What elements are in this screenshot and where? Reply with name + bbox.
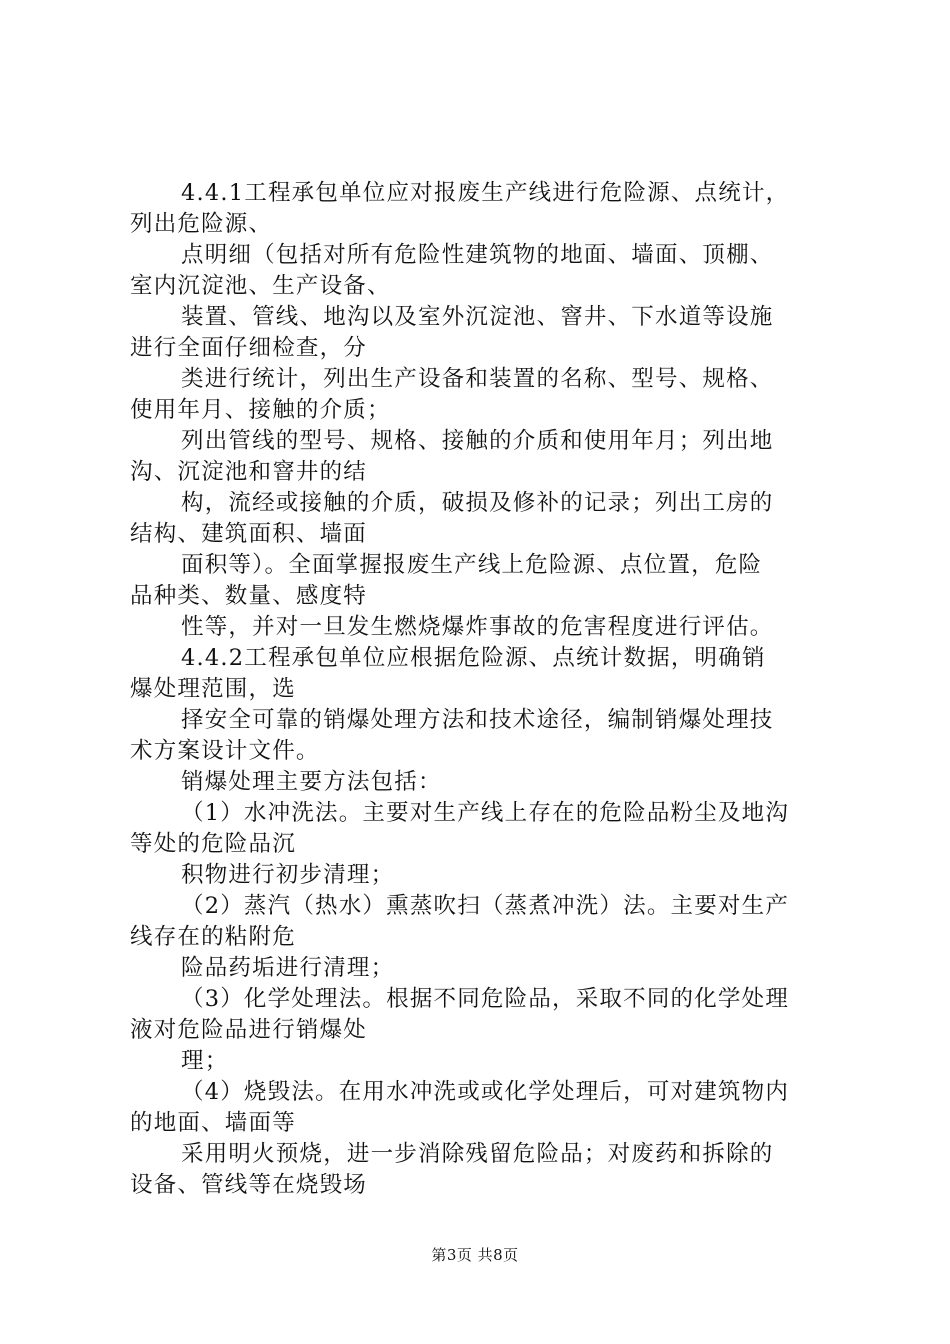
text-line: （1）水冲洗法。主要对生产线上存在的危险品粉尘及地沟 [181,800,790,826]
text-line: 列出管线的型号、规格、接触的介质和使用年月；列出地 [181,428,774,454]
text-line: 性等，并对一旦发生燃烧爆炸事故的危害程度进行评估。 [181,614,774,640]
text-line: 结构、建筑面积、墙面 [130,521,368,547]
text-line: 4.4.2工程承包单位应根据危险源、点统计数据，明确销 [181,645,766,671]
text-line: 线存在的粘附危 [130,924,296,950]
text-line: 室内沉淀池、生产设备、 [130,273,391,299]
document-body [130,178,835,1201]
text-line: 的地面、墙面等 [130,1110,296,1136]
text-line: 等处的危险品沉 [130,831,296,857]
page-footer: 第3页 共8页 [431,1246,519,1264]
text-line: 构，流经或接触的介质，破损及修补的记录；列出工房的 [181,490,774,516]
text-line: 沟、沉淀池和窨井的结 [130,459,368,485]
text-line: （2）蒸汽（热水）熏蒸吹扫（蒸煮冲洗）法。主要对生产 [181,893,790,919]
text-line: 进行全面仔细检查，分 [130,335,368,361]
text-line: 积物进行初步清理； [181,862,395,888]
text-line: 4.4.1工程承包单位应对报废生产线进行危险源、点统计， [181,180,790,206]
text-line: 使用年月、接触的介质； [130,397,391,423]
text-line: 点明细（包括对所有危险性建筑物的地面、墙面、顶棚、 [181,242,774,268]
text-line: 品种类、数量、感度特 [130,583,368,609]
text-line: 采用明火预烧，进一步消除残留危险品；对废药和拆除的 [181,1141,774,1167]
text-line: 爆处理范围，选 [130,676,296,702]
text-line: 列出危险源、 [130,211,273,237]
text-line: 液对危险品进行销爆处 [130,1017,368,1043]
text-line: （3）化学处理法。根据不同危险品，采取不同的化学处理 [181,986,790,1012]
text-line: 设备、管线等在烧毁场 [130,1172,368,1198]
text-line: 类进行统计，列出生产设备和装置的名称、型号、规格、 [181,366,774,392]
text-line: 面积等）。全面掌握报废生产线上危险源、点位置，危险 [181,552,763,578]
text-line: 术方案设计文件。 [130,738,320,764]
text-line: 理； [181,1048,229,1074]
text-line: 险品药垢进行清理； [181,955,395,981]
text-line: （4）烧毁法。在用水冲洗或或化学处理后，可对建筑物内 [181,1079,790,1105]
text-line: 销爆处理主要方法包括： [181,769,442,795]
text-line: 装置、管线、地沟以及室外沉淀池、窨井、下水道等设施 [181,304,774,330]
text-line: 择安全可靠的销爆处理方法和技术途径，编制销爆处理技 [181,707,774,733]
